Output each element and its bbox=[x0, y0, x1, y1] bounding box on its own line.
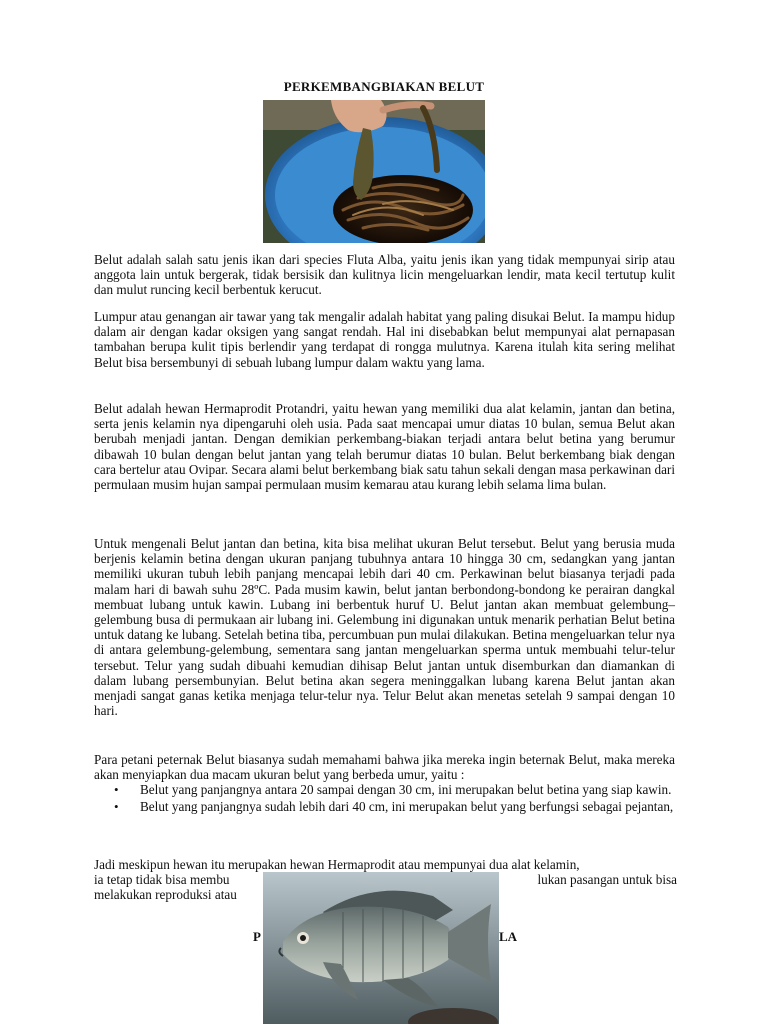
paragraph-4: Untuk mengenali Belut jantan dan betina, kita bisa melihat ukuran Belut tersebut. Belut yang berusia muda berjenis kelamin betina dengan ukuran panjang tubuhnya antara 10 hingga 30 cm, sedangkan yang jantan memiliki ukuran tubuh lebih panjang mencapai lebih dari 40 cm. Perkawinan belut biasanya terjadi pada malam hari di bawah suhu 28ºC. Pada musim kawin, belut jantan berbondong-bondong ke perairan dangkal membuat lubang untuk kawin. Lubang ini berbentuk huruf U. Belut jantan akan membuat gelembung–gelembung busa di permukaan air lubang ini. Gelembung ini digunakan untuk menarik perhatian Belut betina untuk datang ke lubang. Setelah betina tiba, percumbuan pun mulai dilakukan. Betina mengeluarkan telur nya di antara gelembung-gelembung, sementara sang jantan mengeluarkan sperma untuk membuahi telur-telur tersebut. Telur yang sudah dibuahi kemudian dihisap Belut jantan untuk disemburkan dan diamankan di dalam lubang persembunyian. Belut betina akan segera meninggalkan lubang karena Belut jantan akan menjadi sangat ganas ketika menjaga telur-telur nya. Telur Belut akan menetas setelah 9 sampai dengan 10 hari. bbox=[94, 536, 675, 719]
paragraph-5: Para petani peternak Belut biasanya sudah memahami bahwa jika mereka ingin beternak Belut, maka mereka akan menyiapkan dua macam ukuran belut yang berbeda umur, yaitu : bbox=[94, 752, 675, 783]
closing-line-3: melakukan reproduksi atau bbox=[94, 887, 237, 902]
list-item: • Belut yang panjangnya antara 20 sampai dengan 30 cm, ini merupakan belut betina yang siap kawin. bbox=[94, 782, 675, 797]
eel-basin-illustration bbox=[263, 100, 485, 243]
tilapia-fish-image bbox=[263, 872, 499, 1024]
paragraph-3: Belut adalah hewan Hermaprodit Protandri, yaitu hewan yang memiliki dua alat kelamin, jantan dan betina, serta jenis kelamin nya dipengaruhi oleh usia. Pada saat mencapai umur diatas 10 bulan, semua Belut akan berubah menjadi jantan. Dengan demikian perkembang-biakan terjadi antara belut betina yang berumur dibawah 10 bulan dengan belut jantan yang telah berumur diatas 10 bulan. Belut berkembang biak dengan cara bertelur atau Ovipar. Secara alami belut berkembang biak satu tahun sekali dengan masa perkawinan dari permulaan musim hujan sampai permulaan musim kemarau atau kurang lebih selama lima bulan. bbox=[94, 401, 675, 493]
bullet-list bbox=[94, 782, 675, 816]
closing-line-2b: lukan pasangan untuk bisa bbox=[537, 872, 677, 887]
page-title: PERKEMBANGBIAKAN BELUT bbox=[283, 79, 485, 94]
closing-line-1: Jadi meskipun hewan itu merupakan hewan Hermaprodit atau mempunyai dua alat kelamin, bbox=[94, 857, 580, 872]
list-item: • Belut yang panjangnya sudah lebih dari 40 cm, ini merupakan belut yang berfungsi sebagai pejantan, bbox=[94, 799, 675, 814]
fish-illustration bbox=[263, 872, 499, 1024]
paragraph-2: Lumpur atau genangan air tawar yang tak mengalir adalah habitat yang paling disukai Belut. Ia mampu hidup dalam air dengan kadar oksigen yang sangat rendah. Hal ini disebabkan belut mempunyai alat pernapasan tambahan berupa kulit tipis berlendir yang terdapat di rongga mulutnya. Karena itulah kita sering melihat Belut bisa bersembunyi di sebuah lubang lumpur dalam waktu yang lama. bbox=[94, 309, 675, 370]
eel-basin-image bbox=[263, 100, 485, 243]
closing-line-2a: ia tetap tidak bisa membu bbox=[94, 872, 230, 887]
subheading-fragment-right: LA bbox=[499, 929, 518, 944]
paragraph-1: Belut adalah salah satu jenis ikan dari species Fluta Alba, yaitu jenis ikan yang tidak mempunyai sirip atau anggota lain untuk bergerak, tidak bersisik dan kulitnya licin mengeluarkan lendir, mata kecil tertutup kulit dan mulut runcing kecil berbentuk kerucut. bbox=[94, 252, 675, 298]
subheading-fragment-left: P bbox=[253, 929, 261, 944]
